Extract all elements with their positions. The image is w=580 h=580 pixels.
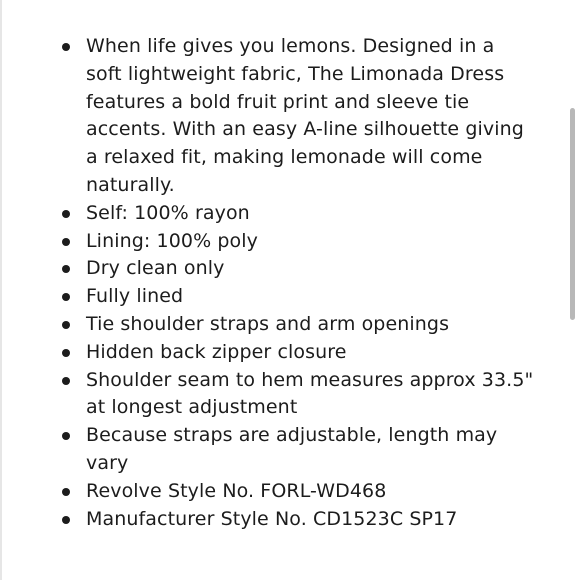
bullet-icon: [62, 488, 70, 496]
list-item: [58, 255, 536, 283]
bullet-icon: [62, 43, 70, 51]
list-item-text: Shoulder seam to hem measures approx 33.5" at longest adjustment: [86, 368, 534, 419]
list-item: [58, 33, 536, 200]
bullet-icon: [62, 210, 70, 218]
bullet-icon: [62, 321, 70, 329]
list-item-text: Because straps are adjustable, length may vary: [86, 424, 498, 474]
scrollbar-thumb[interactable]: [570, 108, 575, 320]
list-item: [58, 339, 536, 367]
list-item-text: Manufacturer Style No. CD1523C SP17: [86, 507, 458, 530]
list-item-text: Lining: 100% poly: [86, 229, 258, 252]
bullet-icon: [62, 238, 70, 246]
list-item: [58, 478, 536, 506]
bullet-icon: [62, 293, 70, 301]
list-item: [58, 200, 536, 228]
list-item-text: Revolve Style No. FORL-WD468: [86, 479, 387, 502]
bullet-icon: [62, 265, 70, 273]
bullet-icon: [62, 349, 70, 357]
bullet-icon: [62, 516, 70, 524]
list-item-text: Fully lined: [86, 285, 184, 308]
list-item: [58, 422, 536, 478]
bullet-icon: [62, 377, 70, 385]
list-item: [58, 506, 536, 534]
list-item-text: When life gives you lemons. Designed in a soft lightweight fabric, The Limonada Dress features a bold fruit print and sleeve tie accents. With an easy A-line silhouette giving a relaxed fit, making lemonade will come naturally.: [86, 35, 524, 196]
list-item-text: Hidden back zipper closure: [86, 340, 347, 363]
panel-divider: [0, 0, 2, 580]
bullet-icon: [62, 432, 70, 440]
list-item-text: Tie shoulder straps and arm openings: [86, 312, 450, 335]
list-item-text: Dry clean only: [86, 257, 225, 280]
feature-list: [58, 33, 536, 533]
list-item: [58, 367, 536, 423]
list-item-text: Self: 100% rayon: [86, 201, 250, 224]
list-item: [58, 283, 536, 311]
list-item: [58, 311, 536, 339]
list-item: [58, 228, 536, 256]
